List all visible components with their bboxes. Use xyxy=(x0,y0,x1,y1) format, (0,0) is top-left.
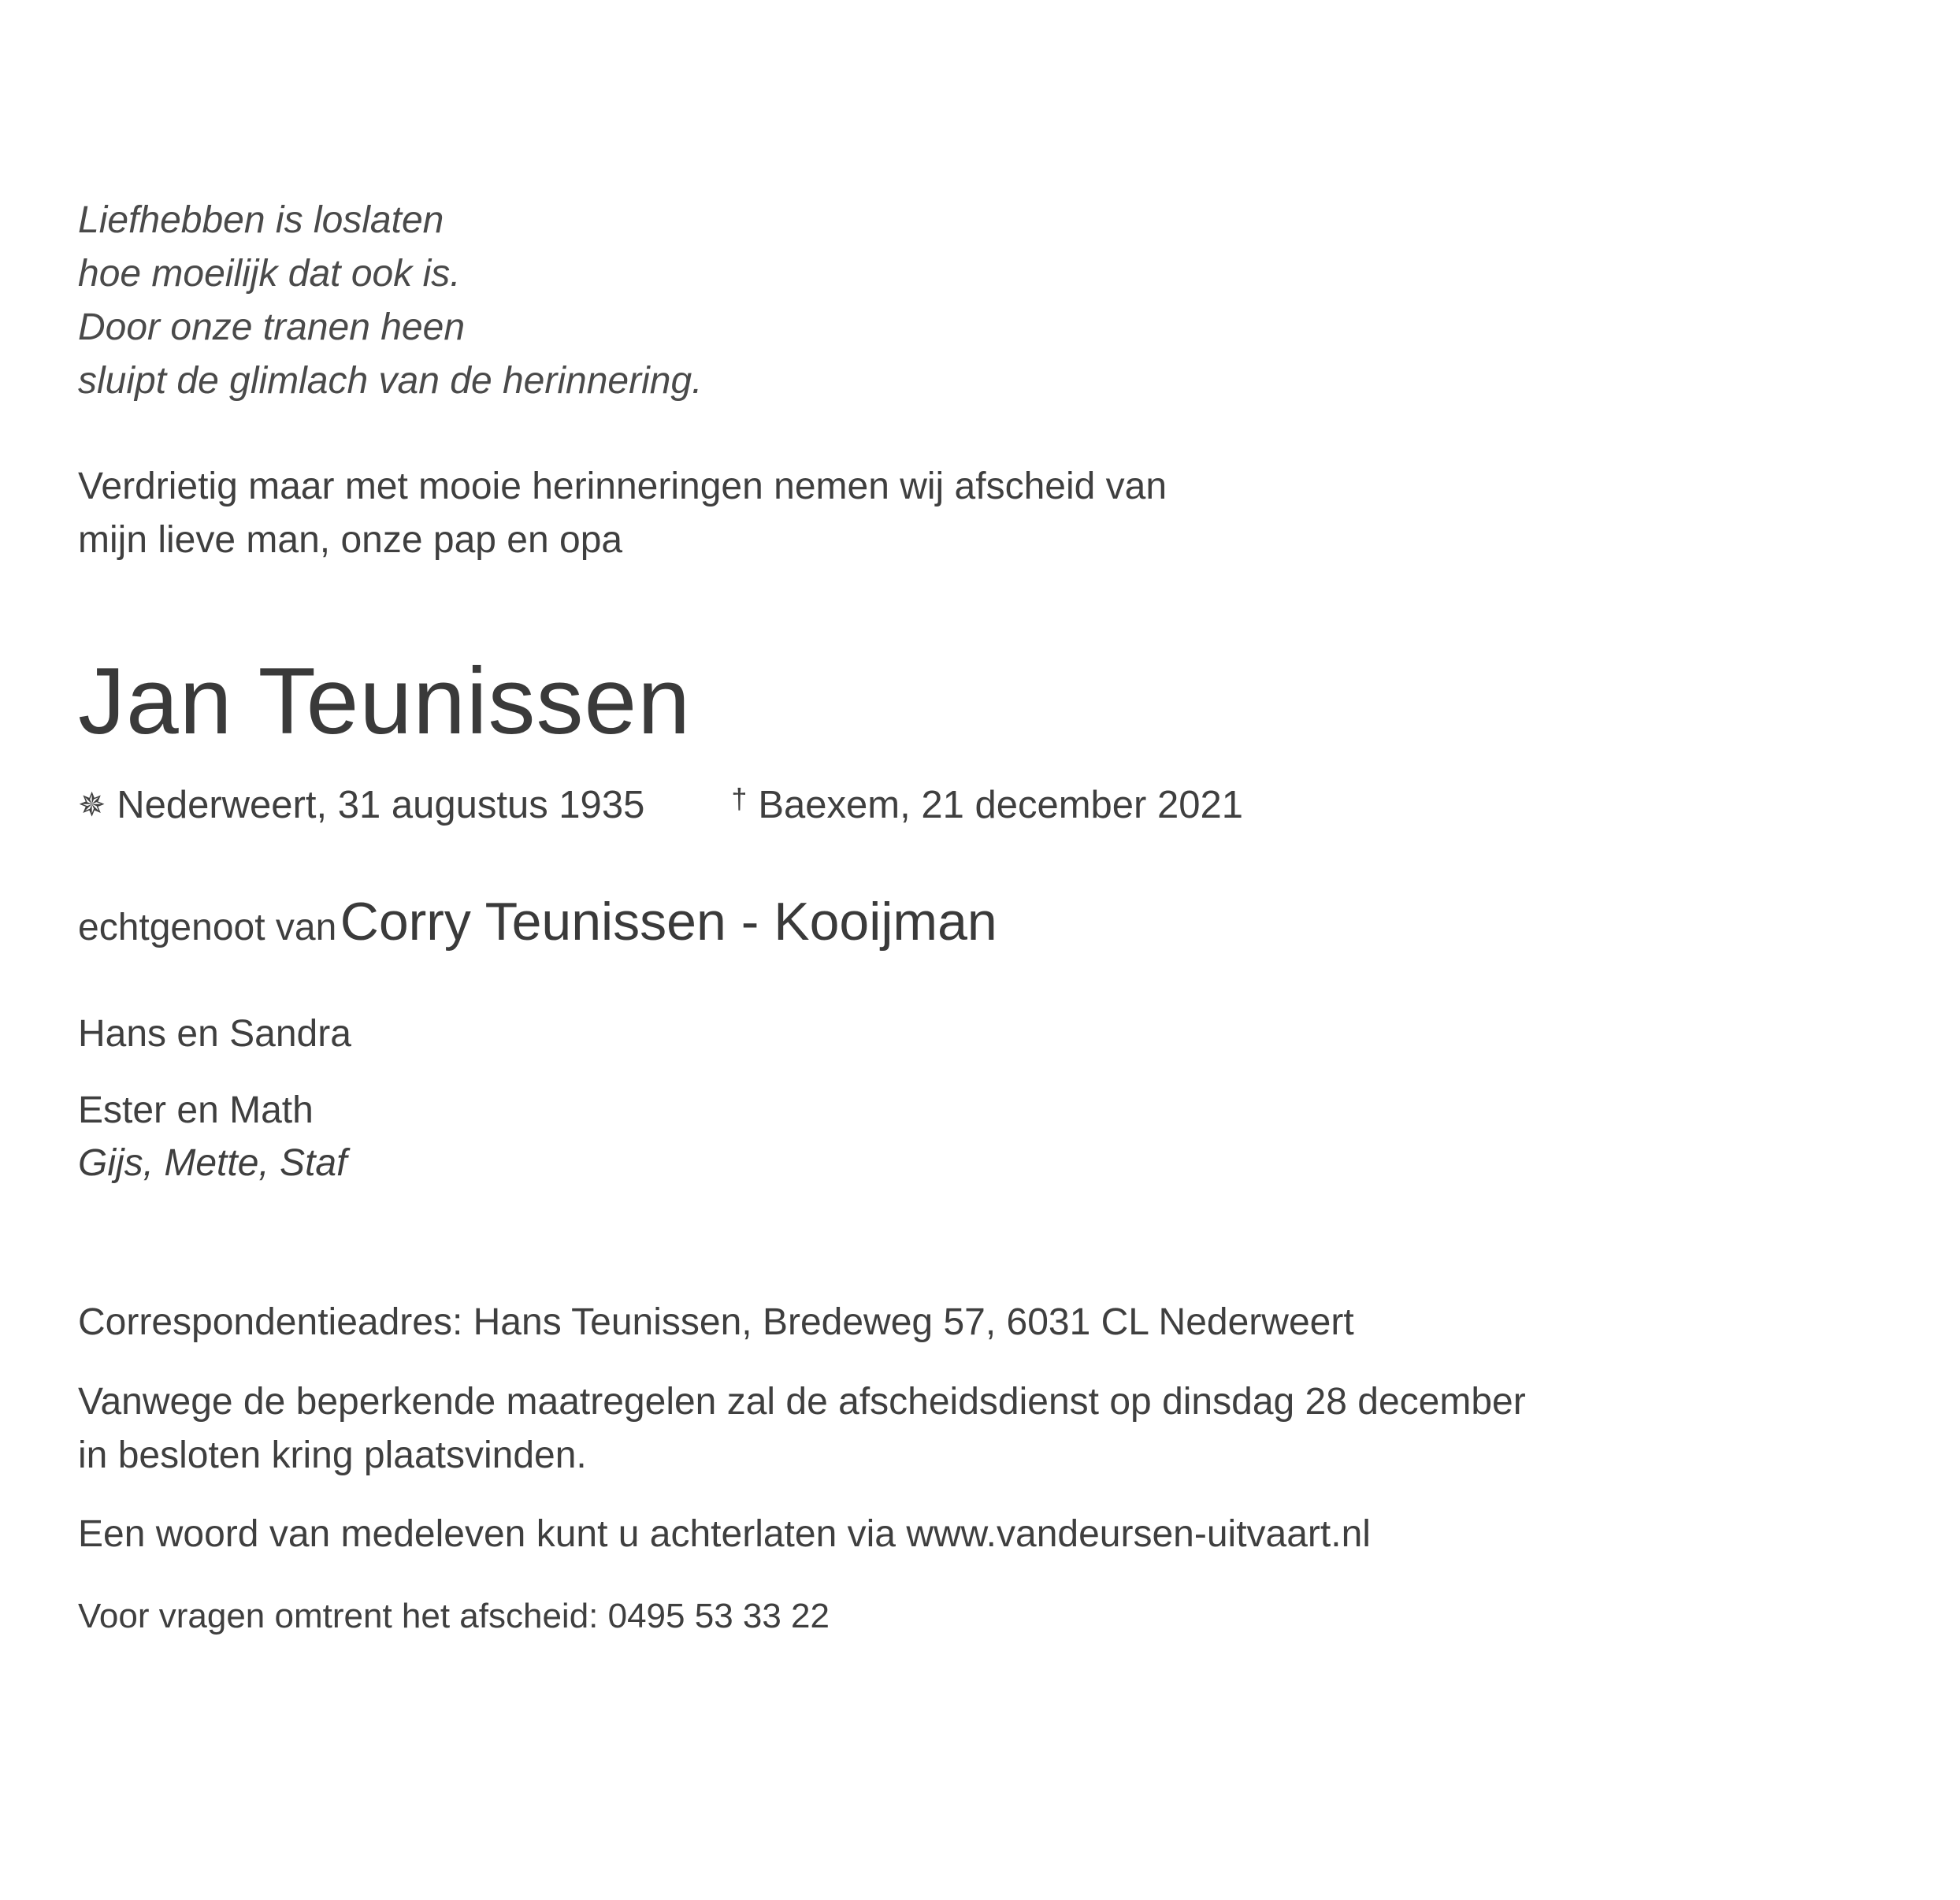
contact-phone: Voor vragen omtrent het afscheid: 0495 53 33 22 xyxy=(78,1597,830,1635)
birth-star-icon: ✵ xyxy=(78,786,106,823)
life-dates xyxy=(78,774,1243,830)
poem-line: Liefhebben is loslaten xyxy=(78,199,444,241)
intro-line: mijn lieve man, onze pap en opa xyxy=(78,519,623,561)
birth-date: Nederweert, 31 augustus 1935 xyxy=(117,784,645,826)
intro-line: Verdrietig maar met mooie herinneringen nemen wij afscheid van xyxy=(78,466,1167,507)
death-cross-icon: † xyxy=(731,782,748,815)
spouse-name: Corry Teunissen - Kooijman xyxy=(340,892,997,952)
deceased-name: Jan Teunissen xyxy=(78,648,691,754)
poem-line: Door onze tranen heen xyxy=(78,306,466,348)
death-date: Baexem, 21 december 2021 xyxy=(758,784,1243,826)
ceremony-line: in besloten kring plaatsvinden. xyxy=(78,1434,587,1476)
poem xyxy=(78,194,702,408)
ceremony-notice xyxy=(78,1375,1526,1483)
poem-line: sluipt de glimlach van de herinnering. xyxy=(78,360,703,402)
ceremony-line: Vanwege de beperkende maatregelen zal de afscheidsdienst op dinsdag 28 december xyxy=(78,1381,1526,1423)
poem-line: hoe moeilijk dat ook is. xyxy=(78,253,461,295)
correspondence-address: Correspondentieadres: Hans Teunissen, Bredeweg 57, 6031 CL Nederweert xyxy=(78,1301,1354,1343)
intro-text xyxy=(78,460,1167,567)
spouse-line xyxy=(78,889,997,970)
child-couple: Hans en Sandra xyxy=(78,1013,351,1055)
condolence-notice: Een woord van medeleven kunt u achterlaten via www.vandeursen-uitvaart.nl xyxy=(78,1513,1371,1555)
child-couple: Ester en Math xyxy=(78,1089,314,1131)
grandchildren: Gijs, Mette, Staf xyxy=(78,1142,347,1184)
spouse-prefix: echtgenoot van xyxy=(78,907,337,948)
